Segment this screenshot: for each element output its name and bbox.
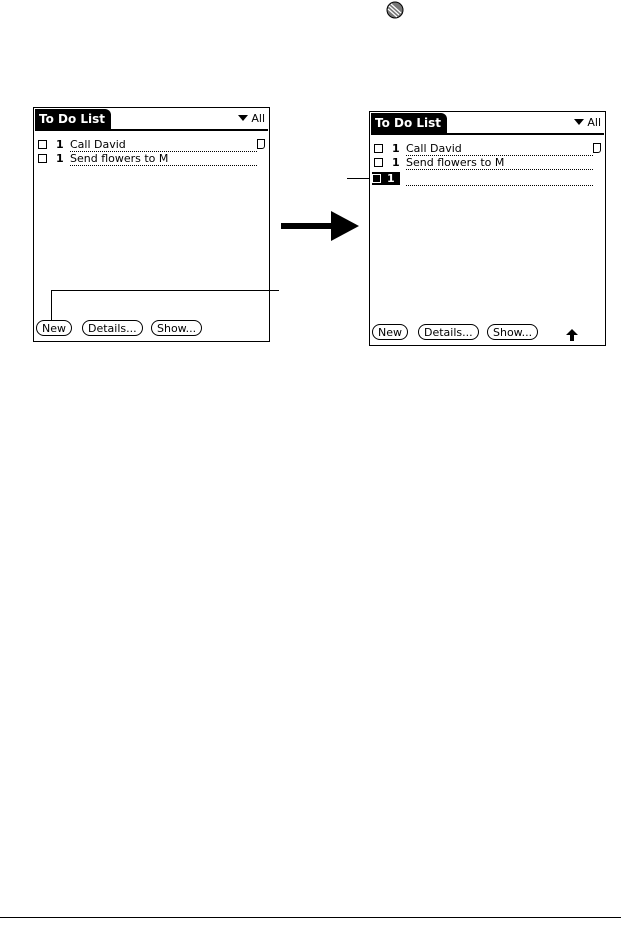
list-item[interactable]: [374, 142, 601, 156]
up-arrow-icon[interactable]: [566, 329, 578, 341]
callout-line: [51, 290, 52, 320]
show-button[interactable]: Show...: [151, 320, 202, 336]
right-screen: [369, 111, 606, 346]
dropdown-triangle-icon: [574, 119, 584, 125]
category-label: All: [251, 112, 265, 125]
item-description[interactable]: Call David: [406, 142, 593, 156]
note-icon[interactable]: [257, 139, 265, 149]
page-title: To Do List: [371, 113, 447, 133]
page-bottom-rule: [0, 917, 621, 918]
left-screen: [33, 107, 270, 342]
new-button[interactable]: New: [372, 324, 408, 340]
item-description[interactable]: [406, 172, 593, 186]
list-item[interactable]: [374, 156, 601, 170]
category-picker[interactable]: [238, 109, 265, 129]
priority: 1: [56, 138, 64, 151]
page-title: To Do List: [35, 109, 111, 129]
note-icon[interactable]: [593, 143, 601, 153]
title-bar: [371, 113, 604, 135]
show-button[interactable]: Show...: [487, 324, 538, 340]
details-button[interactable]: Details...: [418, 324, 479, 340]
handheld-icon: [384, 0, 406, 20]
complete-checkbox[interactable]: [374, 158, 383, 167]
priority: 1: [392, 156, 400, 169]
details-button[interactable]: Details...: [82, 320, 143, 336]
item-description[interactable]: Call David: [70, 138, 257, 152]
item-description[interactable]: Send flowers to M: [70, 152, 257, 166]
new-button[interactable]: New: [36, 320, 72, 336]
item-description[interactable]: Send flowers to M: [406, 156, 593, 170]
new-list-item[interactable]: [374, 172, 601, 186]
selected-item-marker: [372, 172, 400, 185]
complete-checkbox[interactable]: [38, 140, 47, 149]
callout-line: [51, 290, 279, 291]
category-picker[interactable]: [574, 113, 601, 133]
list-item[interactable]: [38, 138, 265, 152]
dropdown-triangle-icon: [238, 115, 248, 121]
right-arrow-icon: [281, 210, 359, 242]
priority: 1: [56, 152, 64, 165]
list-item[interactable]: [38, 152, 265, 166]
category-label: All: [587, 116, 601, 129]
priority: 1: [392, 142, 400, 155]
complete-checkbox[interactable]: [374, 144, 383, 153]
complete-checkbox[interactable]: [372, 174, 381, 183]
title-bar: [35, 109, 268, 131]
complete-checkbox[interactable]: [38, 154, 47, 163]
priority: 1: [387, 172, 395, 185]
